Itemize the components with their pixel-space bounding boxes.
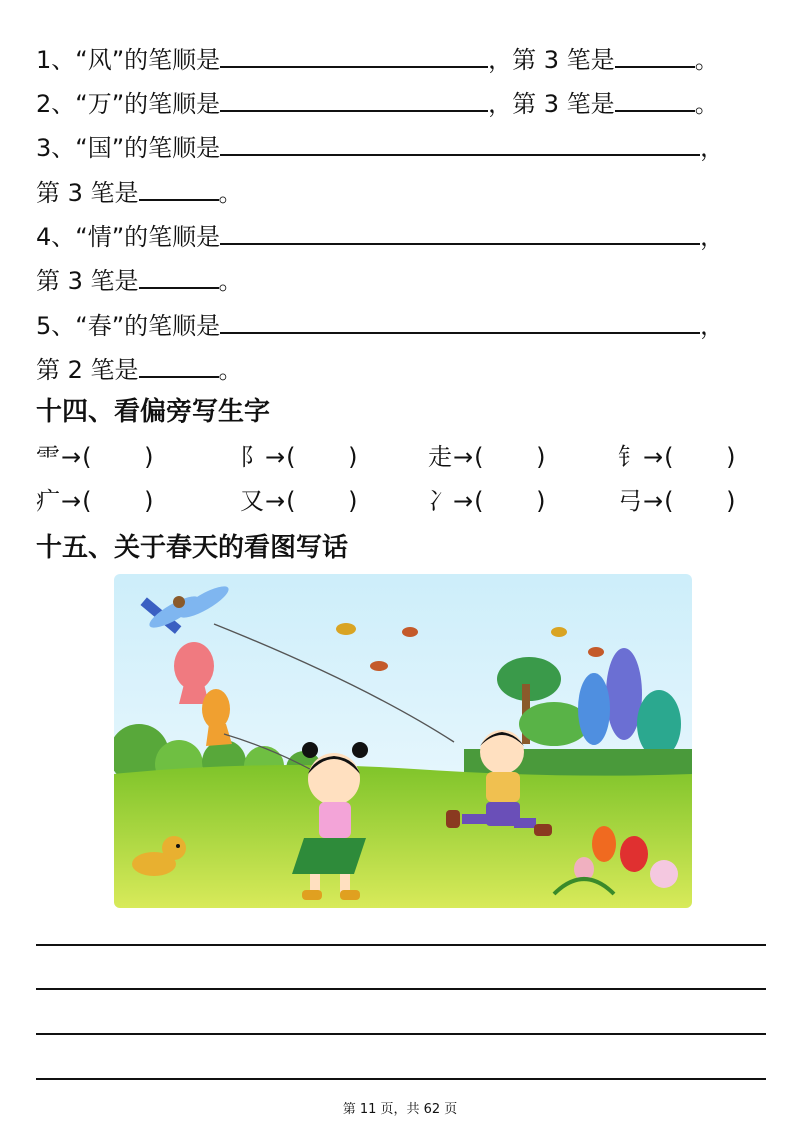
writing-line[interactable] (36, 944, 766, 946)
writing-line[interactable] (36, 1033, 766, 1035)
paren-open: ( (474, 487, 484, 515)
comma: ， (488, 90, 513, 118)
question-4 (36, 221, 724, 252)
question-number: 4、 (36, 223, 76, 251)
radical: 钅 (618, 443, 642, 471)
arrow: → (61, 487, 82, 515)
period: 。 (694, 90, 719, 118)
question-character: “风” (75, 46, 125, 74)
paren-close: ) (726, 487, 736, 515)
radical: 阝 (240, 443, 264, 471)
stroke-answer-blank[interactable] (139, 354, 219, 378)
stroke-label: 第 3 笔是 (512, 90, 615, 118)
paren-open: ( (474, 443, 484, 471)
paren-close: ) (144, 443, 154, 471)
stroke-label: 第 3 笔是 (36, 267, 139, 295)
period: 。 (694, 46, 719, 74)
period: 。 (218, 179, 243, 207)
stroke-label: 第 3 笔是 (36, 179, 139, 207)
stroke-answer-blank[interactable] (615, 44, 695, 68)
paren-open: ( (82, 443, 92, 471)
question-3 (36, 132, 724, 163)
question-character: “国” (75, 134, 125, 162)
arrow: → (643, 443, 664, 471)
arrow: → (61, 443, 82, 471)
question-3-line2 (36, 177, 243, 208)
question-1 (36, 44, 719, 75)
question-number: 3、 (36, 134, 76, 162)
stroke-order-blank[interactable] (220, 44, 488, 68)
question-stem: 的笔顺是 (124, 46, 221, 74)
stroke-label: 第 3 笔是 (512, 46, 615, 74)
paren-open: ( (82, 487, 92, 515)
page-footer: 第 11 页，共 62 页 (342, 1102, 458, 1117)
stroke-answer-blank[interactable] (615, 88, 695, 112)
question-5 (36, 310, 724, 341)
arrow: → (265, 443, 286, 471)
question-character: “万” (75, 90, 125, 118)
stroke-order-blank[interactable] (220, 221, 700, 245)
comma: ， (700, 223, 725, 251)
section-15-title: 十五、关于春天的看图写话 (36, 533, 349, 563)
writing-line[interactable] (36, 1078, 766, 1080)
radical: 冫 (428, 487, 452, 515)
paren-close: ) (536, 443, 546, 471)
radical: 疒 (36, 487, 60, 515)
question-stem: 的笔顺是 (124, 312, 221, 340)
arrow: → (453, 487, 474, 515)
stroke-answer-blank[interactable] (139, 265, 219, 289)
radical-item[interactable] (240, 442, 357, 472)
stroke-order-blank[interactable] (220, 132, 700, 156)
question-4-line2 (36, 265, 243, 296)
question-stem: 的笔顺是 (124, 90, 221, 118)
radical-item[interactable] (618, 442, 735, 472)
radical: 又 (240, 487, 264, 515)
question-2 (36, 88, 719, 119)
radical: 走 (428, 443, 452, 471)
paren-open: ( (286, 487, 296, 515)
question-number: 2、 (36, 90, 76, 118)
arrow: → (453, 443, 474, 471)
comma: ， (488, 46, 513, 74)
paren-open: ( (286, 443, 296, 471)
radical-item[interactable] (240, 486, 357, 516)
stroke-answer-blank[interactable] (139, 177, 219, 201)
paren-close: ) (726, 443, 736, 471)
stroke-order-blank[interactable] (220, 310, 700, 334)
question-number: 1、 (36, 46, 76, 74)
question-stem: 的笔顺是 (124, 223, 221, 251)
radical: 弓 (618, 487, 642, 515)
question-character: “春” (75, 312, 125, 340)
radical-item[interactable] (36, 442, 153, 472)
radical-item[interactable] (618, 486, 735, 516)
question-character: “情” (75, 223, 125, 251)
arrow: → (265, 487, 286, 515)
comma: ， (700, 312, 725, 340)
radical-item[interactable] (428, 442, 545, 472)
arrow: → (643, 487, 664, 515)
spring-kite-picture (114, 574, 692, 908)
paren-close: ) (348, 487, 358, 515)
stroke-order-blank[interactable] (220, 88, 488, 112)
paren-close: ) (348, 443, 358, 471)
period: 。 (218, 267, 243, 295)
writing-line[interactable] (36, 988, 766, 990)
period: 。 (218, 356, 243, 384)
stroke-label: 第 2 笔是 (36, 356, 139, 384)
comma: ， (700, 134, 725, 162)
section-14-title: 十四、看偏旁写生字 (36, 397, 271, 427)
paren-open: ( (664, 443, 674, 471)
paren-close: ) (144, 487, 154, 515)
radical-item[interactable] (428, 486, 545, 516)
radical-item[interactable] (36, 486, 153, 516)
paren-open: ( (664, 487, 674, 515)
question-number: 5、 (36, 312, 76, 340)
question-stem: 的笔顺是 (124, 134, 221, 162)
question-5-line2 (36, 354, 243, 385)
radical: ⻗ (36, 443, 60, 471)
paren-close: ) (536, 487, 546, 515)
